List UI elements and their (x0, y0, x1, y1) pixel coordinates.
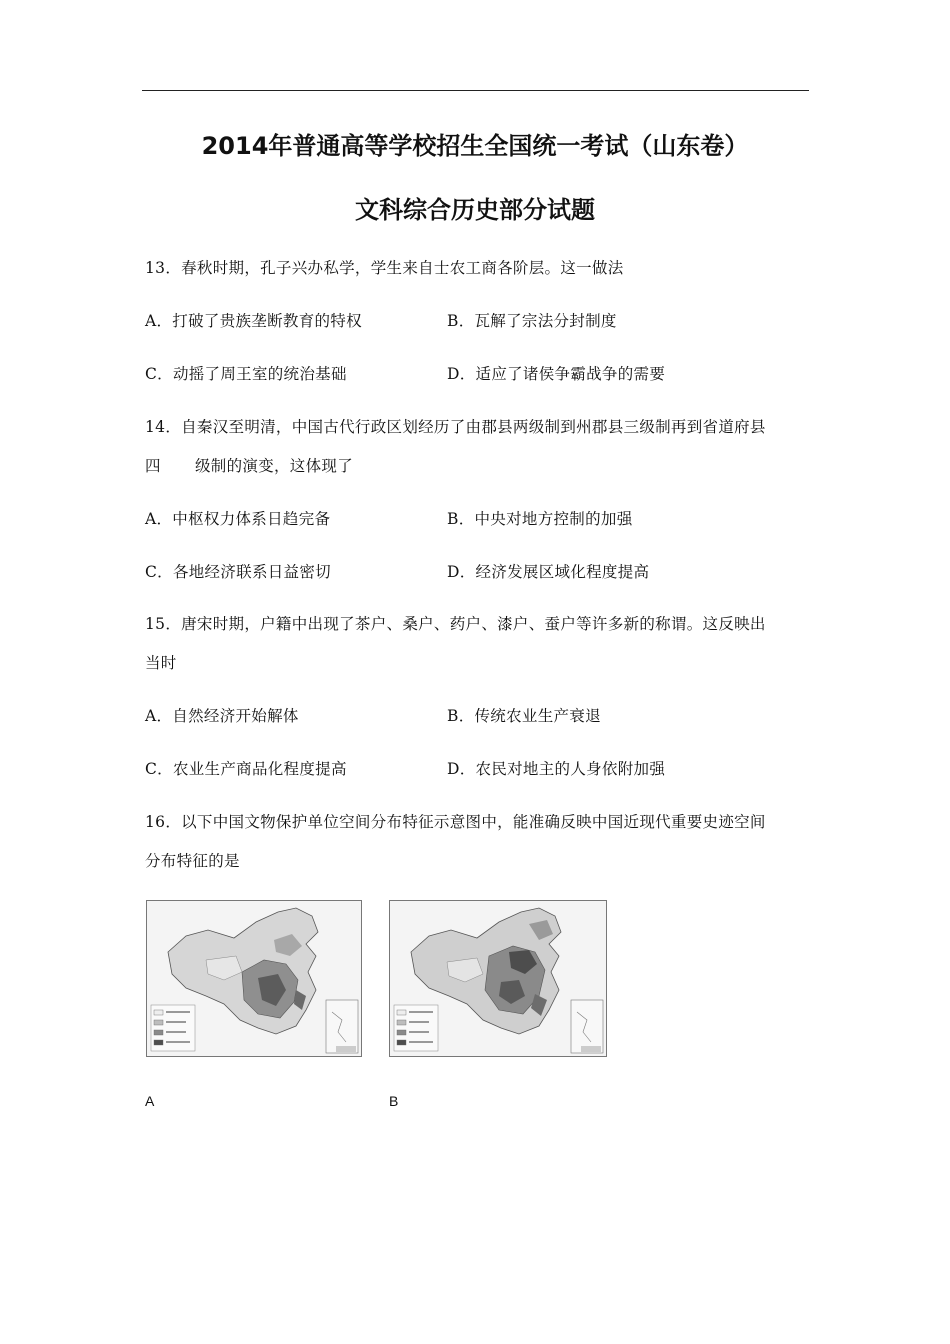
question-14-stem: 14．自秦汉至明清，中国古代行政区划经历了由郡县两级制到州郡县三级制再到省道府县 (145, 418, 766, 436)
q14-option-a: A．中枢权力体系日趋完备 (145, 510, 331, 528)
map-a-image (146, 900, 362, 1057)
question-14-stem-cont-b: 级制的演变，这体现了 (195, 457, 354, 475)
map-a-caption: A (145, 1093, 155, 1109)
map-b-caption: B (389, 1093, 399, 1109)
q14-option-d: D．经济发展区域化程度提高 (447, 563, 650, 581)
exam-subtitle: 文科综合历史部分试题 (355, 196, 595, 224)
q13-option-a: A．打破了贵族垄断教育的特权 (145, 312, 362, 330)
q15-option-a: A．自然经济开始解体 (145, 707, 299, 725)
question-15-stem: 15．唐宋时期，户籍中出现了茶户、桑户、药户、漆户、蚕户等许多新的称谓。这反映出 (145, 615, 766, 633)
q15-option-c: C．农业生产商品化程度提高 (145, 760, 347, 778)
q13-option-c: C．动摇了周王室的统治基础 (145, 365, 347, 383)
question-15-stem-cont: 当时 (145, 654, 177, 672)
question-13-stem: 13．春秋时期，孔子兴办私学，学生来自士农工商各阶层。这一做法 (145, 259, 624, 277)
map-b-image (389, 900, 607, 1057)
question-14-stem-cont-a: 四 (145, 457, 161, 475)
question-16-stem-cont: 分布特征的是 (145, 852, 240, 870)
q14-option-c: C．各地经济联系日益密切 (145, 563, 331, 581)
header-rule (142, 90, 809, 91)
q15-option-b: B．传统农业生产衰退 (447, 707, 601, 725)
exam-title: 2014年普通高等学校招生全国统一考试（山东卷） (201, 132, 749, 160)
q15-option-d: D．农民对地主的人身依附加强 (447, 760, 666, 778)
question-16-stem: 16．以下中国文物保护单位空间分布特征示意图中，能准确反映中国近现代重要史迹空间 (145, 813, 766, 831)
q13-option-b: B．瓦解了宗法分封制度 (447, 312, 617, 330)
q14-option-b: B．中央对地方控制的加强 (447, 510, 633, 528)
q13-option-d: D．适应了诸侯争霸战争的需要 (447, 365, 666, 383)
